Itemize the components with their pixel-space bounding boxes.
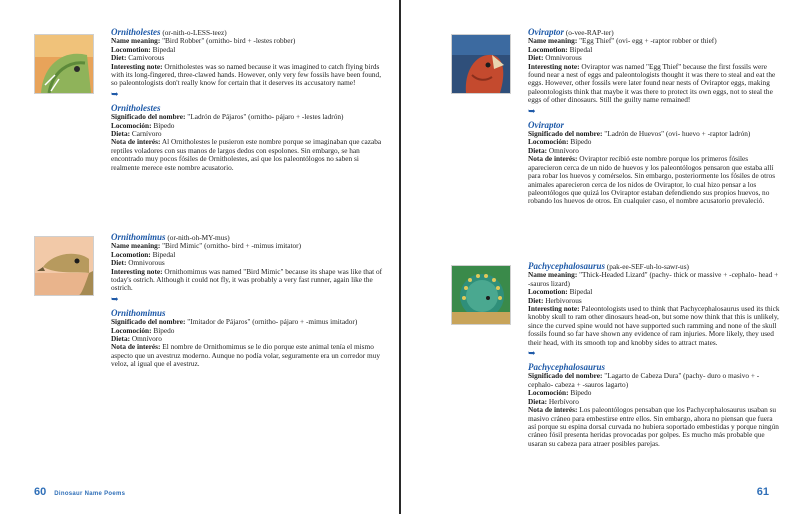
label: Name meaning:: [528, 270, 578, 280]
locomotion: Bipedal: [152, 44, 176, 54]
diet-es: Herbívoro: [548, 396, 579, 406]
label: Interesting note:: [111, 61, 163, 71]
interesting-note: Paleontologists used to think that Pachycephalosaurus used its thick knobby skull to ram other dinosaurs head-on, but some now think that this is unlikely, since the curved spine would not have supported such ramming and none of the skull fossils found so far have shown any evidence of ram injuries. More likely, they used their head, with its smooth top and knobby sides to attract mates.: [528, 304, 780, 347]
diet-es: Omnívoro: [548, 145, 579, 155]
entry-title-en: Ornitholestes: [111, 27, 161, 37]
right-page: [401, 0, 799, 514]
locomotion: Bipedal: [152, 249, 176, 259]
series-title: Dinosaur Name Poems: [54, 491, 126, 497]
label: Diet:: [111, 258, 127, 268]
ornithomimus-illustration: [34, 236, 94, 296]
label: Locomotion:: [111, 44, 151, 54]
interesting-note-es: Al Ornitholestes le pusieron este nombre porque se imaginaban que cazaba reptiles voladores con sus manos de largos dedos con espolones. Sin embargo, se han encontrado muy pocos fósiles de Ornitholestes, así que los paleontólogos no saben si realmente merece este nombre acusatorio.: [111, 137, 382, 172]
entry-title-es: Ornithomimus: [111, 307, 166, 318]
pachycephalosaurus-illustration: [451, 265, 511, 325]
label: Diet:: [528, 295, 544, 305]
interesting-note: Oviraptor was named "Egg Thief" because the first fossils were found near a nest of eggs and paleontologists thought it was there to steal and eat the eggs. However, other fossils were later found near nests of Oviraptor eggs, making paleontologists think that maybe it was there to protect its own eggs, not to steal the eggs of other dinosaurs. Still the guilty name remained!: [528, 61, 776, 105]
locomotion-es: Bípedo: [153, 120, 175, 130]
label: Diet:: [528, 53, 544, 63]
label: Name meaning:: [528, 36, 578, 46]
arrow-icon: ➥: [528, 106, 536, 117]
pronunciation: (o-vee-RAP-ter): [565, 28, 614, 37]
page-number: 60: [34, 486, 47, 498]
pronunciation: (or-nith-oh-MY-mus): [167, 233, 230, 242]
pronunciation: (or-nith-o-LESS-teez): [162, 28, 227, 37]
label: Nota de interés:: [111, 137, 161, 147]
diet: Herbivorous: [545, 295, 582, 305]
entry-title-es: Oviraptor: [528, 119, 564, 130]
label: Locomotion:: [528, 44, 568, 54]
page-number: 61: [756, 486, 769, 498]
name-meaning-es: "Ladrón de Huevos" (ovi- huevo + -raptor ladrón): [604, 129, 751, 139]
interesting-note-es: El nombre de Ornithomimus se le dio porque este animal tenía el mismo aspecto que un avestruz moderno. Aunque no podía volar, seguramente era un corredor muy veloz, al igual que el avestruz.: [111, 342, 380, 369]
arrow-icon: ➥: [528, 349, 536, 360]
label: Locomoción:: [528, 388, 569, 398]
label: Significado del nombre:: [111, 112, 186, 122]
interesting-note: Ornitholestes was so named because it was imagined to catch flying birds with its long-fingered, three-clawed hands. However, only very few fossils have been found, so paleontologists don't really know for certain that it deserves its accusatory name!: [111, 61, 382, 88]
label: Dieta:: [528, 396, 548, 406]
oviraptor-illustration: [451, 34, 511, 94]
left-page: [0, 0, 399, 514]
name-meaning-es: "Ladrón de Pájaros" (ornitho- pájaro + -lestes ladrón): [187, 112, 344, 122]
entry-title-en: Oviraptor: [528, 27, 564, 37]
arrow-icon: ➥: [111, 294, 119, 305]
diet-es: Carnívoro: [131, 129, 162, 139]
label: Locomoción:: [528, 137, 569, 147]
entry-title-es: Pachycephalosaurus: [528, 362, 606, 373]
label: Locomotion:: [111, 249, 151, 259]
interesting-note-es: Oviraptor recibió este nombre porque los primeros fósiles aparecieron cerca de un nido de huevos y los paleontólogos pensaron que estaba allí para robar los huevos y comérselos. Sin embargo, posteriormente los fósiles de otros animales aparecieron cerca de los nidos de Oviraptor, lo cual hizo pensar a los paleontólogos que quizá los Oviraptor estaban defendiendo sus propios huevos, no robando los huevos de otros. En cualquier caso, el nombre acusatorio prevaleció.: [528, 154, 776, 206]
locomotion: Bipedal: [569, 287, 593, 297]
label: Dieta:: [528, 145, 548, 155]
interesting-note: Ornithomimus was named "Bird Mimic" because its shape was like that of today's ostrich. Although it could not fly, it was probably a very fast runner, again like the ostrich.: [111, 266, 383, 293]
right-footer: [757, 482, 769, 500]
label: Name meaning:: [111, 241, 161, 251]
name-meaning-es: "Imitador de Pájaros" (ornitho- pájaro + -mimus imitador): [187, 317, 358, 327]
interesting-note-es: Los paleontólogos pensaban que los Pachycephalosaurus usaban su masivo cráneo para embestirse entre ellos. Sin embargo, ahora no piensan que fuera así porque su espina dorsal curvada no hubiera soportado embestidas y porque ningún cráneo fósil presenta heridas provocadas por golpes. Es mucho más probable que usaran su cabeza para atraer posibles parejas.: [528, 405, 779, 448]
label: Dieta:: [111, 129, 131, 139]
diet: Omnivorous: [128, 258, 165, 268]
entry-title-en: Pachycephalosaurus: [528, 261, 606, 271]
name-meaning-es: "Lagarto de Cabeza Dura" (pachy- duro o masivo + -cephalo- cabeza + -sauros lagarto): [528, 371, 760, 389]
name-meaning: "Thick-Headed Lizard" (pachy- thick or massive + -cephalo- head + -sauros lizard): [528, 270, 779, 288]
diet-es: Omnívoro: [131, 334, 162, 344]
name-meaning: "Egg Thief" (ovi- egg + -raptor robber or thief): [579, 36, 717, 46]
label: Significado del nombre:: [111, 317, 186, 327]
arrow-icon: ➥: [111, 89, 119, 100]
label: Name meaning:: [111, 36, 161, 46]
entry-title-es: Ornitholestes: [111, 102, 161, 113]
diet: Omnivorous: [545, 53, 582, 63]
label: Locomoción:: [111, 325, 152, 335]
label: Significado del nombre:: [528, 129, 603, 139]
pronunciation: (pak-ee-SEF-uh-lo-sawr-us): [606, 262, 689, 271]
label: Locomoción:: [111, 120, 152, 130]
locomotion-es: Bípedo: [570, 388, 592, 398]
label: Nota de interés:: [111, 342, 161, 352]
entry-title-en: Ornithomimus: [111, 232, 166, 242]
label: Nota de interés:: [528, 405, 578, 415]
locomotion: Bipedal: [569, 44, 593, 54]
label: Significado del nombre:: [528, 371, 603, 381]
name-meaning: "Bird Mimic" (ornitho- bird + -mimus imitator): [162, 241, 302, 251]
label: Nota de interés:: [528, 154, 578, 164]
left-footer: [34, 482, 125, 500]
locomotion-es: Bípedo: [570, 137, 592, 147]
ornitholestes-illustration: [34, 34, 94, 94]
name-meaning: "Bird Robber" (ornitho- bird + -lestes robber): [162, 36, 296, 46]
label: Diet:: [111, 53, 127, 63]
diet: Carnivorous: [128, 53, 165, 63]
label: Locomotion:: [528, 287, 568, 297]
label: Dieta:: [111, 334, 131, 344]
label: Interesting note:: [111, 266, 163, 276]
label: Interesting note:: [528, 61, 580, 71]
label: Interesting note:: [528, 304, 580, 314]
locomotion-es: Bípedo: [153, 325, 175, 335]
